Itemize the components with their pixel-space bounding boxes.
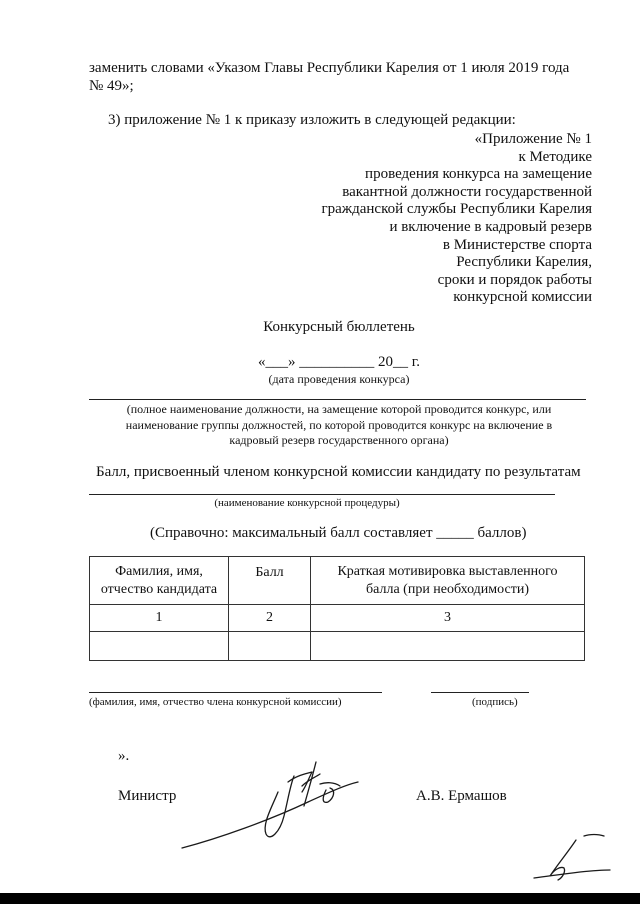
table-cell [229, 632, 311, 661]
table-row [90, 632, 585, 661]
signature-blank-line [431, 692, 529, 693]
table-cell [90, 632, 229, 661]
appendix-line: «Приложение № 1 [474, 131, 592, 147]
intro-line-2: № 49»; [89, 78, 134, 94]
procedure-blank-line [89, 494, 555, 495]
initials-mark [528, 830, 618, 890]
table-header-row [90, 557, 585, 605]
header-candidate-line: Фамилия, имя, [115, 563, 203, 579]
header-score [229, 557, 311, 605]
signer-position: Министр [118, 788, 177, 804]
column-number: 2 [229, 605, 311, 632]
score-text: Балл, присвоенный членом конкурсной комиссии кандидату по результатам [96, 464, 581, 480]
handwritten-signature [180, 752, 380, 862]
position-caption [89, 402, 589, 449]
header-candidate-line: отчество кандидата [100, 581, 218, 597]
position-caption-line: кадровый резерв государственного органа) [229, 433, 449, 447]
header-motivation-line: Краткая мотивировка выставленного [337, 563, 558, 579]
member-name-line [89, 692, 382, 693]
appendix-line: конкурсной комиссии [453, 289, 592, 306]
appendix-header [321, 131, 592, 307]
member-caption: (фамилия, имя, отчество члена конкурсной комиссии) [89, 696, 342, 708]
position-caption-line: наименование группы должностей, по которой проводится конкурс на включение в [125, 417, 553, 432]
appendix-line: проведения конкурса на замещение [365, 166, 592, 183]
closing-quote: ». [118, 748, 130, 764]
appendix-line: вакантной должности государственной [342, 183, 592, 200]
scan-bottom-edge [0, 893, 640, 904]
appendix-line: сроки и порядок работы [437, 271, 592, 288]
appendix-line: Республики Карелия, [456, 254, 592, 271]
ballot-table [89, 556, 585, 661]
appendix-line: и включение в кадровый резерв [389, 218, 592, 235]
item-3-text: 3) приложение № 1 к приказу изложить в следующей редакции: [108, 112, 516, 128]
signature-caption: (подпись) [472, 696, 518, 708]
column-number: 1 [90, 605, 229, 632]
appendix-line: к Методике [518, 148, 592, 165]
procedure-caption: (наименование конкурсной процедуры) [214, 497, 400, 509]
header-motivation [311, 557, 585, 605]
position-caption-line: (полное наименование должности, на замещение которой проводится конкурс, или [126, 402, 552, 416]
date-line: «___» __________ 20__ г. [258, 354, 420, 370]
column-number: 3 [311, 605, 585, 632]
table-cell [311, 632, 585, 661]
header-score-label: Балл [255, 565, 284, 580]
appendix-line: гражданской службы Республики Карелия [321, 201, 592, 218]
header-motivation-line: балла (при необходимости) [366, 581, 529, 597]
header-candidate [90, 557, 229, 605]
position-blank-line [89, 399, 586, 400]
date-caption: (дата проведения конкурса) [268, 372, 410, 386]
appendix-line: в Министерстве спорта [442, 236, 592, 253]
form-title: Конкурсный бюллетень [263, 319, 415, 335]
signer-name: А.В. Ермашов [416, 788, 507, 804]
intro-line-1: заменить словами «Указом Главы Республики Карелия от 1 июля 2019 года [89, 60, 570, 76]
table-row [90, 605, 585, 632]
reference-text: (Справочно: максимальный балл составляет _____ баллов) [150, 525, 527, 541]
